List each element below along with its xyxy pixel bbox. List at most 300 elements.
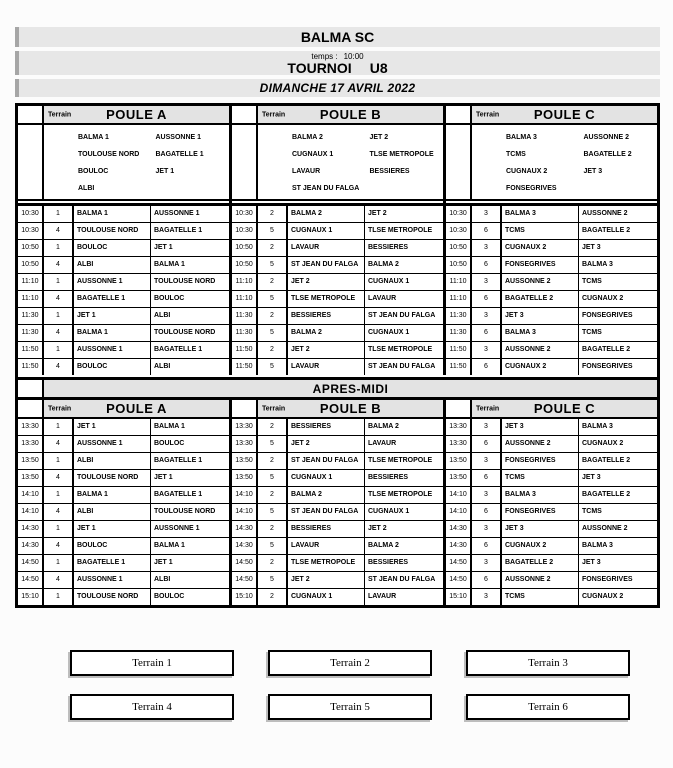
match-row: [446, 358, 657, 375]
match-home-team: JET 3: [502, 521, 579, 537]
pool-teams-row: [74, 146, 229, 163]
match-away-team: JET 3: [582, 244, 601, 251]
schedule-sheet: [15, 27, 660, 738]
match-home-team: AUSSONNE 2: [502, 342, 579, 358]
match-time: 11:50: [232, 342, 258, 358]
match-away-team: CUGNAUX 2: [582, 295, 624, 302]
match-time: 11:30: [232, 308, 258, 324]
club-name: BALMA SC: [300, 29, 375, 45]
match-terrain: 3: [472, 453, 502, 469]
match-away-team: TLSE METROPOLE: [368, 346, 433, 353]
pool-team: JET 3: [583, 168, 603, 175]
pool-b-teams-area: [232, 125, 443, 201]
pool-teams-row: [288, 146, 443, 163]
match-row: [446, 503, 657, 520]
match-home-team: JET 1: [74, 521, 151, 537]
match-home-team: TLSE METROPOLE: [288, 291, 365, 307]
match-home-team: BALMA 1: [74, 325, 151, 341]
start-time-value: 10:00: [343, 51, 364, 61]
pool-b-morning-block: [229, 106, 443, 375]
match-away-team: LAVAUR: [368, 593, 397, 600]
match-time: 11:30: [232, 325, 258, 341]
afternoon-banner: APRES-MIDI: [44, 380, 657, 397]
match-row: [446, 341, 657, 358]
terrain-box-3: Terrain 3: [466, 650, 630, 676]
match-terrain: 5: [258, 223, 288, 239]
match-terrain: 3: [472, 555, 502, 571]
match-terrain: 3: [472, 308, 502, 324]
start-time-label: temps :: [311, 51, 338, 61]
match-away-team: AUSSONNE 2: [582, 210, 628, 217]
match-row: [232, 452, 443, 469]
terrain-legend: [70, 650, 630, 720]
match-home-team: BAGATELLE 1: [74, 291, 151, 307]
match-terrain: 3: [472, 521, 502, 537]
match-time: 14:50: [232, 572, 258, 588]
match-home-team: BALMA 3: [502, 206, 579, 222]
match-row: [18, 469, 229, 486]
match-away-team: ALBI: [154, 312, 171, 319]
match-away-team: BAGATELLE 1: [154, 491, 203, 498]
match-away-team: BAGATELLE 1: [154, 227, 203, 234]
pool-teams-row: [288, 163, 443, 180]
match-home-team: JET 2: [288, 436, 365, 452]
match-away-team: TCMS: [582, 508, 602, 515]
time-column-spacer: [18, 125, 44, 199]
match-time: 10:50: [18, 240, 44, 256]
match-away-team: BALMA 2: [368, 423, 399, 430]
match-time: 13:50: [18, 470, 44, 486]
match-terrain: 2: [258, 589, 288, 605]
pool-teams-row: [74, 129, 229, 146]
tournament-banner: [15, 51, 660, 75]
match-terrain: 1: [44, 308, 74, 324]
match-terrain: 3: [472, 206, 502, 222]
match-home-team: JET 1: [74, 308, 151, 324]
pool-teams-row: [502, 163, 657, 180]
afternoon-banner-row: [18, 377, 657, 400]
pool-a-morning-block: [18, 106, 229, 375]
match-time: 11:30: [446, 308, 472, 324]
match-terrain: 6: [472, 325, 502, 341]
match-time: 13:50: [232, 470, 258, 486]
match-time: 13:30: [232, 436, 258, 452]
match-away-team: AUSSONNE 1: [154, 525, 200, 532]
terrain-column-header: Terrain: [476, 405, 500, 412]
match-away-team: BAGATELLE 2: [582, 227, 631, 234]
match-time: 14:50: [18, 555, 44, 571]
match-away-team: BOULOC: [154, 593, 185, 600]
match-away-team: TCMS: [582, 329, 602, 336]
pool-team: LAVAUR: [292, 168, 321, 175]
match-terrain: 2: [258, 274, 288, 290]
match-home-team: ST JEAN DU FALGA: [288, 257, 365, 273]
pool-team: BALMA 3: [506, 134, 537, 141]
pool-name: POULE A: [106, 107, 167, 122]
match-time: 13:50: [446, 470, 472, 486]
match-time: 14:30: [18, 521, 44, 537]
match-row: [18, 324, 229, 341]
pool-team: TOULOUSE NORD: [78, 151, 140, 158]
pool-team: BALMA 1: [78, 134, 109, 141]
match-terrain: 2: [258, 487, 288, 503]
match-terrain: 6: [472, 470, 502, 486]
match-terrain: 2: [258, 555, 288, 571]
match-away-team: TOULOUSE NORD: [154, 508, 216, 515]
afternoon-session: [18, 400, 657, 605]
pool-team: BALMA 2: [292, 134, 323, 141]
match-time: 13:30: [18, 419, 44, 435]
pool-teams-list: [472, 125, 657, 199]
event-date: DIMANCHE 17 AVRIL 2022: [259, 81, 416, 95]
terrain-column-header: Terrain: [262, 405, 286, 412]
match-row: [18, 222, 229, 239]
match-time: 13:50: [18, 453, 44, 469]
match-row: [232, 435, 443, 452]
match-row: [232, 307, 443, 324]
match-away-team: ST JEAN DU FALGA: [368, 363, 436, 370]
pool-c-morning-block: [443, 106, 657, 375]
match-time: 11:50: [232, 359, 258, 375]
match-terrain: 4: [44, 257, 74, 273]
time-column-spacer: [18, 106, 44, 123]
match-time: 11:10: [18, 274, 44, 290]
terrain-box-4: Terrain 4: [70, 694, 234, 720]
terrain-box-5: Terrain 5: [268, 694, 432, 720]
match-home-team: LAVAUR: [288, 359, 365, 375]
pool-team: AUSSONNE 2: [583, 134, 630, 141]
match-home-team: CUGNAUX 1: [288, 223, 365, 239]
match-home-team: AUSSONNE 1: [74, 572, 151, 588]
match-home-team: BESSIERES: [288, 521, 365, 537]
match-time: 11:10: [232, 291, 258, 307]
match-home-team: LAVAUR: [288, 240, 365, 256]
match-terrain: 4: [44, 359, 74, 375]
pool-team: JET 2: [369, 134, 389, 141]
match-time: 14:30: [446, 538, 472, 554]
match-row: [446, 520, 657, 537]
match-terrain: 3: [472, 589, 502, 605]
match-away-team: BALMA 3: [582, 261, 613, 268]
match-away-team: CUGNAUX 1: [368, 329, 410, 336]
match-time: 15:10: [232, 589, 258, 605]
match-terrain: 6: [472, 572, 502, 588]
time-column-spacer: [232, 400, 258, 417]
match-row: [18, 206, 229, 222]
match-terrain: 6: [472, 538, 502, 554]
pool-teams-list: [44, 125, 229, 199]
match-terrain: 1: [44, 589, 74, 605]
match-time: 11:50: [446, 359, 472, 375]
match-time: 10:30: [18, 223, 44, 239]
match-home-team: BESSIERES: [288, 419, 365, 435]
match-terrain: 2: [258, 342, 288, 358]
match-home-team: LAVAUR: [288, 538, 365, 554]
match-away-team: LAVAUR: [368, 295, 397, 302]
match-away-team: JET 1: [154, 244, 173, 251]
match-row: [18, 256, 229, 273]
match-away-team: BAGATELLE 2: [582, 346, 631, 353]
match-home-team: BESSIERES: [288, 308, 365, 324]
time-column-spacer: [18, 400, 44, 417]
match-home-team: ST JEAN DU FALGA: [288, 453, 365, 469]
match-row: [232, 324, 443, 341]
pool-team: BAGATELLE 1: [155, 151, 204, 158]
match-home-team: ALBI: [74, 504, 151, 520]
match-home-team: BOULOC: [74, 538, 151, 554]
match-row: [446, 239, 657, 256]
match-home-team: AUSSONNE 1: [74, 274, 151, 290]
match-terrain: 6: [472, 291, 502, 307]
pool-teams-row: [74, 163, 229, 180]
match-terrain: 1: [44, 419, 74, 435]
match-time: 14:30: [18, 538, 44, 554]
pool-c-morning-matches: [446, 206, 657, 375]
match-row: [18, 273, 229, 290]
match-home-team: CUGNAUX 1: [288, 589, 365, 605]
match-row: [446, 435, 657, 452]
match-row: [232, 206, 443, 222]
match-home-team: ALBI: [74, 257, 151, 273]
match-away-team: TLSE METROPOLE: [368, 457, 433, 464]
match-time: 11:30: [18, 308, 44, 324]
match-time: 13:30: [18, 436, 44, 452]
match-terrain: 5: [258, 325, 288, 341]
pool-a-header: [18, 106, 229, 125]
match-home-team: ST JEAN DU FALGA: [288, 504, 365, 520]
match-time: 14:50: [446, 572, 472, 588]
time-column-spacer: [446, 125, 472, 199]
terrain-column-header: Terrain: [48, 405, 72, 412]
match-row: [232, 537, 443, 554]
match-row: [232, 222, 443, 239]
match-home-team: CUGNAUX 1: [288, 470, 365, 486]
match-away-team: BALMA 3: [582, 423, 613, 430]
match-away-team: ALBI: [154, 576, 171, 583]
match-terrain: 1: [44, 521, 74, 537]
match-home-team: CUGNAUX 2: [502, 538, 579, 554]
match-away-team: ST JEAN DU FALGA: [368, 576, 436, 583]
morning-session: [18, 106, 657, 375]
pool-team: BESSIERES: [369, 168, 410, 175]
match-terrain: 6: [472, 223, 502, 239]
match-away-team: CUGNAUX 1: [368, 508, 410, 515]
match-row: [18, 503, 229, 520]
match-away-team: JET 3: [582, 474, 601, 481]
match-terrain: 5: [258, 257, 288, 273]
match-row: [446, 452, 657, 469]
match-row: [18, 435, 229, 452]
match-away-team: BESSIERES: [368, 559, 409, 566]
pool-teams-list: [258, 125, 443, 199]
match-time: 14:10: [232, 504, 258, 520]
match-time: 13:30: [446, 419, 472, 435]
match-terrain: 4: [44, 504, 74, 520]
match-terrain: 3: [472, 240, 502, 256]
match-away-team: BALMA 1: [154, 542, 185, 549]
pool-a-morning-matches: [18, 206, 229, 375]
pool-name: POULE B: [319, 107, 382, 122]
pool-team: JET 1: [155, 168, 175, 175]
match-row: [18, 419, 229, 435]
match-time: 14:10: [446, 504, 472, 520]
pool-b-header: [232, 106, 443, 125]
pool-team: CUGNAUX 2: [506, 168, 548, 175]
match-away-team: TLSE METROPOLE: [368, 491, 433, 498]
match-home-team: BOULOC: [74, 359, 151, 375]
match-home-team: TCMS: [502, 589, 579, 605]
pool-name: POULE A: [106, 401, 167, 416]
match-row: [446, 290, 657, 307]
pool-b-afternoon-block: [229, 400, 443, 605]
match-away-team: CUGNAUX 2: [582, 440, 624, 447]
terrain-box-2: Terrain 2: [268, 650, 432, 676]
match-terrain: 3: [472, 419, 502, 435]
match-row: [446, 307, 657, 324]
match-away-team: BALMA 1: [154, 423, 185, 430]
match-away-team: ST JEAN DU FALGA: [368, 312, 436, 319]
match-home-team: BALMA 2: [288, 487, 365, 503]
match-row: [232, 273, 443, 290]
match-row: [18, 588, 229, 605]
match-home-team: BALMA 2: [288, 206, 365, 222]
pool-b-afternoon-matches: [232, 419, 443, 605]
time-column-spacer: [446, 106, 472, 123]
pool-team: BOULOC: [78, 168, 109, 175]
pool-name: POULE C: [533, 107, 596, 122]
match-home-team: JET 2: [288, 572, 365, 588]
match-row: [232, 290, 443, 307]
match-home-team: AUSSONNE 2: [502, 436, 579, 452]
match-away-team: BESSIERES: [368, 244, 409, 251]
pool-team: ALBI: [78, 185, 95, 192]
match-time: 14:30: [232, 538, 258, 554]
match-time: 10:30: [232, 223, 258, 239]
match-row: [232, 554, 443, 571]
match-row: [446, 554, 657, 571]
match-time: 14:50: [18, 572, 44, 588]
match-row: [446, 419, 657, 435]
match-time: 10:50: [232, 240, 258, 256]
pool-teams-row: [288, 129, 443, 146]
match-time: 15:10: [446, 589, 472, 605]
match-time: 11:10: [446, 274, 472, 290]
match-away-team: BALMA 2: [368, 261, 399, 268]
pool-team: ST JEAN DU FALGA: [292, 185, 360, 192]
pool-team: AUSSONNE 1: [155, 134, 202, 141]
match-terrain: 2: [258, 521, 288, 537]
match-home-team: AUSSONNE 1: [74, 342, 151, 358]
match-home-team: BOULOC: [74, 240, 151, 256]
match-row: [18, 486, 229, 503]
match-row: [18, 290, 229, 307]
match-home-team: TOULOUSE NORD: [74, 470, 151, 486]
match-away-team: TOULOUSE NORD: [154, 329, 216, 336]
match-home-team: TOULOUSE NORD: [74, 589, 151, 605]
match-row: [18, 341, 229, 358]
pool-a-teams-area: [18, 125, 229, 201]
match-terrain: 4: [44, 572, 74, 588]
match-away-team: BAGATELLE 1: [154, 457, 203, 464]
match-row: [446, 469, 657, 486]
match-home-team: JET 2: [288, 274, 365, 290]
match-row: [18, 358, 229, 375]
match-terrain: 5: [258, 572, 288, 588]
match-away-team: FONSEGRIVES: [582, 312, 633, 319]
match-row: [446, 588, 657, 605]
pool-a-afternoon-matches: [18, 419, 229, 605]
time-column-spacer: [232, 125, 258, 199]
match-time: 10:30: [232, 206, 258, 222]
match-row: [446, 222, 657, 239]
pool-c-afternoon-block: [443, 400, 657, 605]
match-home-team: FONSEGRIVES: [502, 257, 579, 273]
time-column-spacer: [18, 380, 44, 397]
match-terrain: 1: [44, 206, 74, 222]
match-row: [18, 239, 229, 256]
match-away-team: BAGATELLE 2: [582, 457, 631, 464]
match-time: 11:50: [446, 342, 472, 358]
pool-teams-row: [288, 180, 443, 197]
match-home-team: BAGATELLE 2: [502, 555, 579, 571]
terrain-column-header: Terrain: [476, 111, 500, 118]
pool-b-header: [232, 400, 443, 419]
pool-team: TLSE METROPOLE: [369, 151, 434, 158]
pool-b-morning-matches: [232, 206, 443, 375]
schedule-table: [15, 103, 660, 608]
match-time: 13:50: [232, 453, 258, 469]
match-time: 11:30: [18, 325, 44, 341]
match-row: [232, 341, 443, 358]
match-row: [446, 206, 657, 222]
match-away-team: BAGATELLE 1: [154, 346, 203, 353]
match-away-team: BALMA 1: [154, 261, 185, 268]
match-home-team: BAGATELLE 1: [74, 555, 151, 571]
match-home-team: JET 2: [288, 342, 365, 358]
match-home-team: ALBI: [74, 453, 151, 469]
match-home-team: BALMA 3: [502, 487, 579, 503]
match-terrain: 4: [44, 291, 74, 307]
match-terrain: 6: [472, 436, 502, 452]
match-away-team: BALMA 2: [368, 542, 399, 549]
match-row: [18, 537, 229, 554]
match-terrain: 5: [258, 538, 288, 554]
match-row: [446, 486, 657, 503]
match-terrain: 1: [44, 240, 74, 256]
tournament-title-line: [287, 61, 387, 75]
match-home-team: AUSSONNE 2: [502, 572, 579, 588]
pool-teams-row: [74, 180, 229, 197]
match-terrain: 4: [44, 325, 74, 341]
title-banner: [15, 27, 660, 47]
match-away-team: TOULOUSE NORD: [154, 278, 216, 285]
match-terrain: 2: [258, 308, 288, 324]
pool-teams-row: [502, 180, 657, 197]
terrain-column-header: Terrain: [262, 111, 286, 118]
match-away-team: CUGNAUX 2: [582, 593, 624, 600]
match-terrain: 5: [258, 470, 288, 486]
match-away-team: AUSSONNE 2: [582, 525, 628, 532]
match-home-team: JET 3: [502, 308, 579, 324]
match-time: 10:50: [446, 240, 472, 256]
match-row: [18, 452, 229, 469]
match-time: 10:50: [18, 257, 44, 273]
match-terrain: 4: [44, 538, 74, 554]
match-row: [232, 256, 443, 273]
match-terrain: 2: [258, 206, 288, 222]
match-terrain: 4: [44, 470, 74, 486]
match-terrain: 5: [258, 291, 288, 307]
